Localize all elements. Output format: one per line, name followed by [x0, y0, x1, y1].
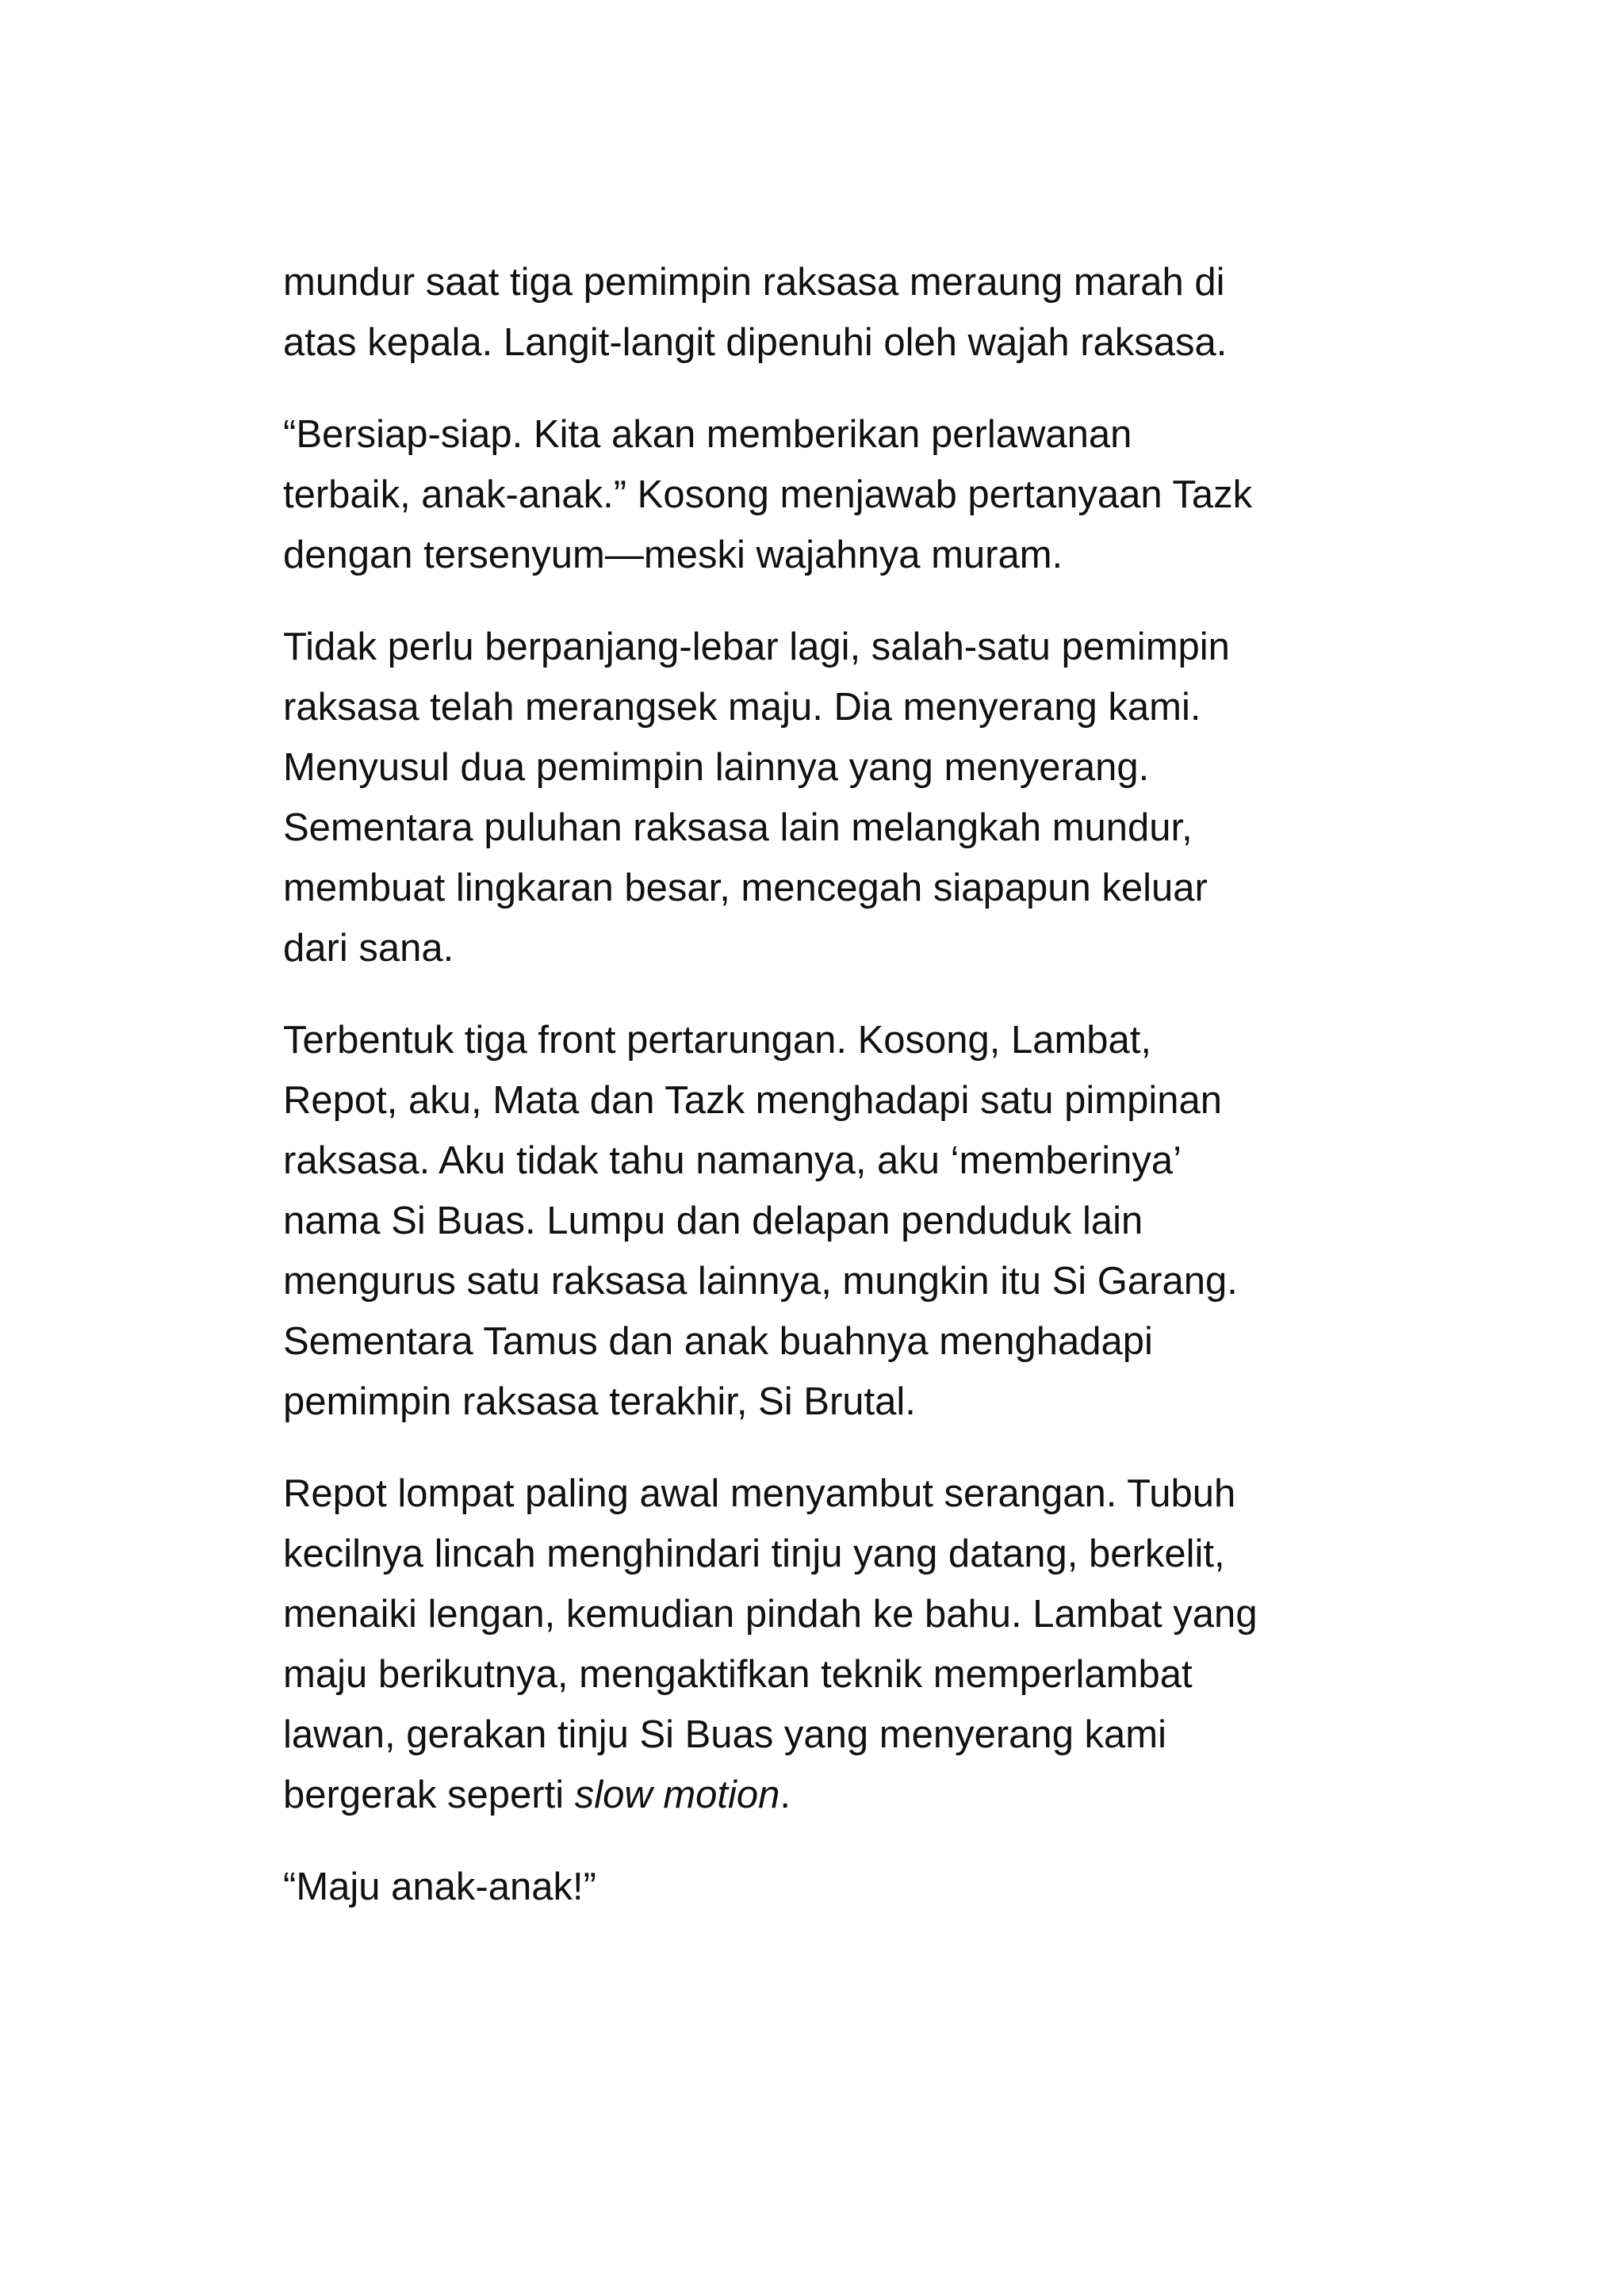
- text-line: raksasa. Aku tidak tahu namanya, aku ‘memberinya’: [283, 1139, 1182, 1182]
- text-line: kecilnya lincah menghindari tinju yang datang, berkelit,: [283, 1533, 1225, 1575]
- text-line: mundur saat tiga pemimpin raksasa meraung marah di: [283, 261, 1225, 304]
- body-text: [283, 252, 1377, 1949]
- text-line: lawan, gerakan tinju Si Buas yang menyerang kami: [283, 1713, 1167, 1756]
- text-line: nama Si Buas. Lumpu dan delapan penduduk lain: [283, 1200, 1143, 1242]
- text-line: Sementara Tamus dan anak buahnya menghadapi: [283, 1320, 1153, 1363]
- text-line: Tidak perlu berpanjang-lebar lagi, salah-satu pemimpin: [283, 626, 1230, 668]
- paragraph-2: [283, 404, 1377, 585]
- text-line: Sementara puluhan raksasa lain melangkah mundur,: [283, 806, 1193, 849]
- italic-phrase: slow motion: [574, 1774, 780, 1816]
- text-line: dengan tersenyum—meski wajahnya muram.: [283, 534, 1063, 576]
- paragraph-6: [283, 1857, 1377, 1917]
- paragraph-5: [283, 1464, 1377, 1825]
- text-line: raksasa telah merangsek maju. Dia menyerang kami.: [283, 686, 1201, 729]
- text-line: Repot, aku, Mata dan Tazk menghadapi satu pimpinan: [283, 1079, 1223, 1122]
- text-line: Menyusul dua pemimpin lainnya yang menyerang.: [283, 746, 1150, 789]
- text-line: terbaik, anak-anak.” Kosong menjawab pertanyaan Tazk: [283, 473, 1253, 516]
- text-line-with-italic: [283, 1765, 1377, 1825]
- text-segment: .: [779, 1774, 791, 1816]
- paragraph-3: [283, 617, 1377, 978]
- text-line: “Bersiap-siap. Kita akan memberikan perlawanan: [283, 413, 1132, 456]
- text-line: pemimpin raksasa terakhir, Si Brutal.: [283, 1380, 916, 1423]
- text-line: menaiki lengan, kemudian pindah ke bahu. Lambat yang: [283, 1593, 1258, 1636]
- text-line: dari sana.: [283, 927, 454, 970]
- paragraph-4: [283, 1010, 1377, 1432]
- paragraph-1: [283, 252, 1377, 373]
- text-line: mengurus satu raksasa lainnya, mungkin itu Si Garang.: [283, 1260, 1238, 1303]
- text-line: “Maju anak-anak!”: [283, 1866, 596, 1908]
- text-segment: bergerak seperti: [283, 1774, 575, 1816]
- text-line: membuat lingkaran besar, mencegah siapapun keluar: [283, 867, 1208, 909]
- text-line: atas kepala. Langit-langit dipenuhi oleh wajah raksasa.: [283, 321, 1228, 364]
- text-line: maju berikutnya, mengaktifkan teknik memperlambat: [283, 1653, 1193, 1696]
- text-line: Repot lompat paling awal menyambut serangan. Tubuh: [283, 1472, 1236, 1515]
- text-line: Terbentuk tiga front pertarungan. Kosong, Lambat,: [283, 1019, 1152, 1062]
